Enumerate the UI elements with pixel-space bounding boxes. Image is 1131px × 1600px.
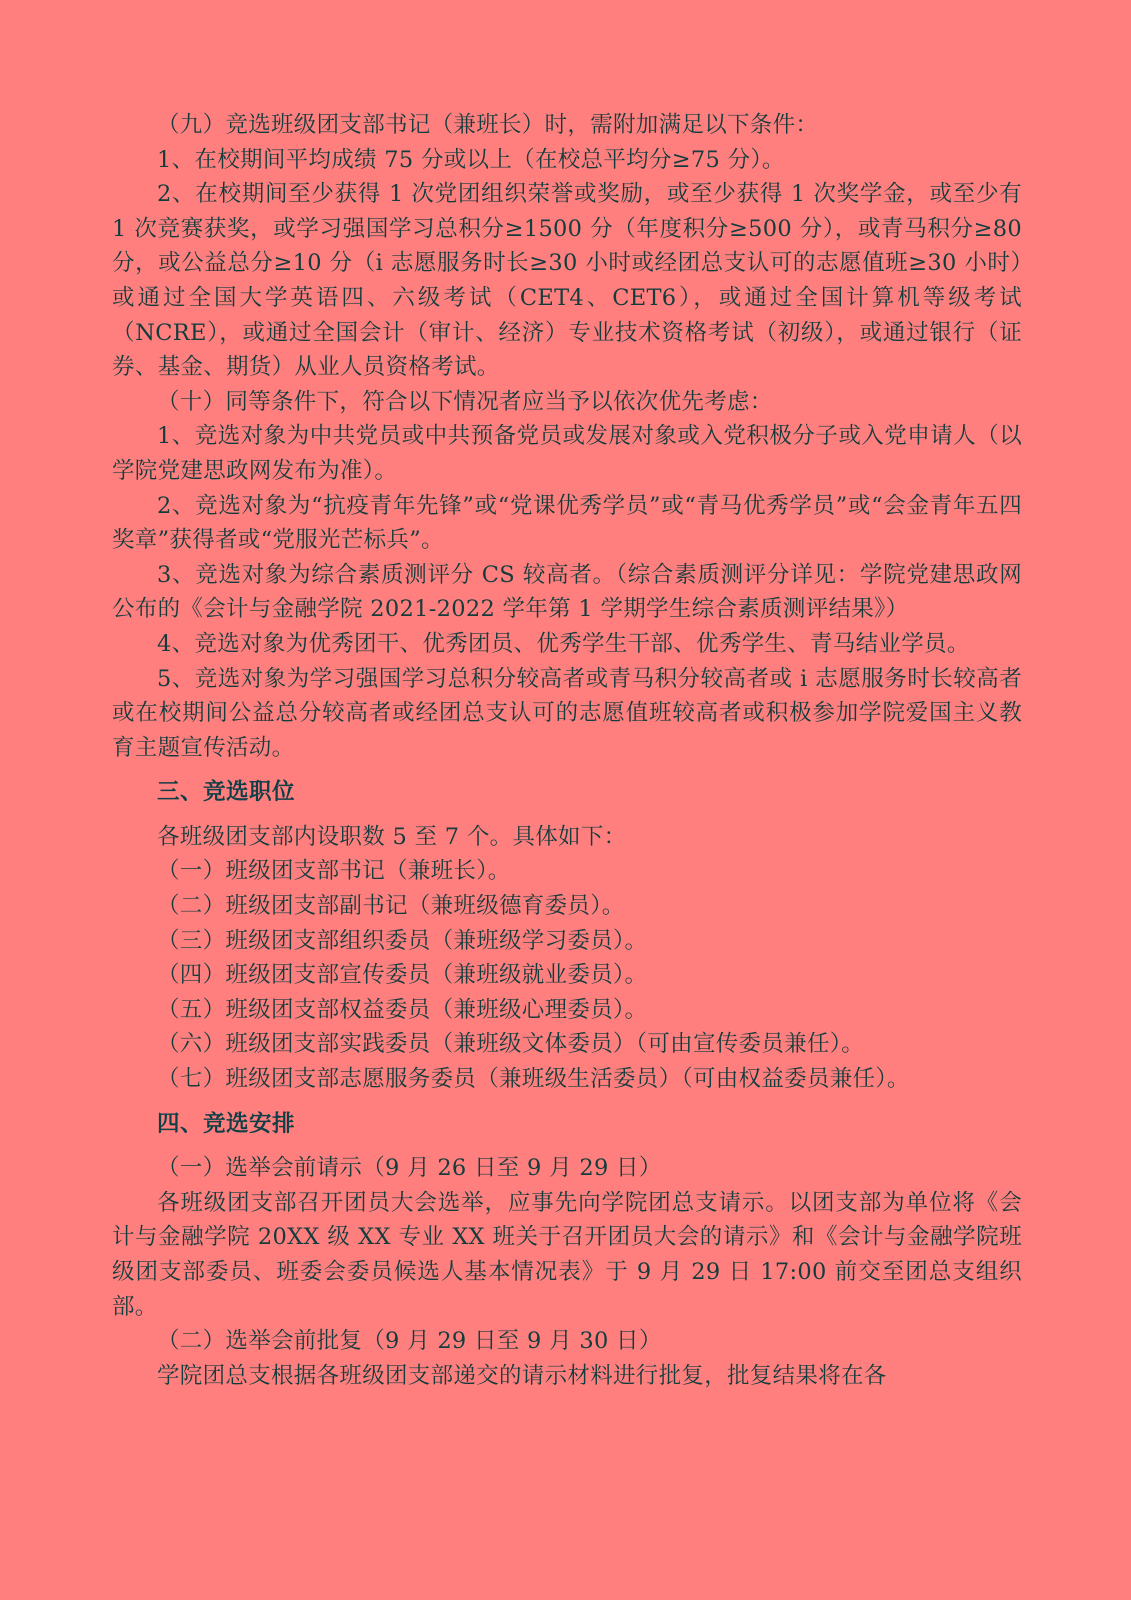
paragraph-arrangement-2-body: 学院团总支根据各班级团支部递交的请示材料进行批复，批复结果将在各 — [157, 1362, 887, 1389]
paragraph-arrangement-1-body: 各班级团支部召开团员大会选举，应事先向学院团总支请示。以团支部为单位将《会计与金融学院 20XX 级 XX 专业 XX 班关于召开团员大会的请示》和《会计与金融学院班级团支部委员、班委会委员候选人基本情况表》于 9 月 29 日 17:00 前交至团总支组织部。 — [112, 1189, 1022, 1320]
paragraph-condition-nine-1: 1、在校期间平均成绩 75 分或以上（在校总平均分≥75 分）。 — [157, 146, 785, 173]
position-item-4: （四）班级团支部宣传委员（兼班级就业委员）。 — [157, 962, 648, 989]
section-heading-arrangement: 四、竞选安排 — [157, 1110, 296, 1137]
paragraph-priority-2: 2、竞选对象为“抗疫青年先锋”或“党课优秀学员”或“青马优秀学员”或“会金青年五四奖章”获得者或“党服光芒标兵”。 — [112, 492, 1022, 554]
paragraph-condition-nine: （九）竞选班级团支部书记（兼班长）时，需附加满足以下条件： — [157, 112, 819, 138]
paragraph-priority-3: 3、竞选对象为综合素质测评分 CS 较高者。（综合素质测评分详见：学院党建思政网公布的《会计与金融学院 2021-2022 学年第 1 学期学生综合素质测评结果》） — [112, 561, 1022, 623]
section-heading-positions: 三、竞选职位 — [157, 779, 296, 806]
position-item-3: （三）班级团支部组织委员（兼班级学习委员）。 — [157, 927, 648, 954]
position-item-6: （六）班级团支部实践委员（兼班级文体委员）（可由宣传委员兼任）。 — [157, 1031, 865, 1058]
paragraph-arrangement-1-title: （一）选举会前请示（9 月 26 日至 9 月 29 日） — [157, 1155, 662, 1182]
paragraph-priority-5: 5、竞选对象为学习强国学习总积分较高者或青马积分较高者或 i 志愿服务时长较高者或在校期间公益总分较高者或经团总支认可的志愿值班较高者或积极参加学院爱国主义教育主题宣传活动。 — [112, 665, 1022, 761]
position-item-1: （一）班级团支部书记（兼班长）。 — [157, 858, 511, 885]
position-item-2: （二）班级团支部副书记（兼班级德育委员）。 — [157, 893, 625, 920]
paragraph-priority-1: 1、竞选对象为中共党员或中共预备党员或发展对象或入党积极分子或入党申请人（以学院党建思政网发布为准）。 — [112, 423, 1022, 484]
paragraph-positions-intro: 各班级团支部内设职数 5 至 7 个。具体如下： — [157, 823, 627, 850]
position-item-7: （七）班级团支部志愿服务委员（兼班级生活委员）（可由权益委员兼任）。 — [157, 1066, 910, 1093]
document-page — [112, 108, 1022, 1393]
paragraph-condition-nine-2: 2、在校期间至少获得 1 次党团组织荣誉或奖励，或至少获得 1 次奖学金，或至少有 1 次竞赛获奖，或学习强国学习总积分≥1500 分（年度积分≥500 分），或青马积分≥80 分，或公益总分≥10 分（i 志愿服务时长≥30 小时或经团总支认可的志愿值班≥30 小时）或通过全国大学英语四、六级考试（CET4、CET6），或通过全国计算机等级考试（NCRE），或通过全国会计（审计、经济）专业技术资格考试（初级），或通过银行（证券、基金、期货）从业人员资格考试。 — [112, 181, 1022, 381]
paragraph-arrangement-2-title: （二）选举会前批复（9 月 29 日至 9 月 30 日） — [157, 1328, 662, 1355]
position-item-5: （五）班级团支部权益委员（兼班级心理委员）。 — [157, 996, 648, 1023]
paragraph-priority-4: 4、竞选对象为优秀团干、优秀团员、优秀学生干部、优秀学生、青马结业学员。 — [157, 630, 970, 657]
paragraph-condition-ten: （十）同等条件下，符合以下情况者应当予以依次优先考虑： — [157, 388, 773, 415]
